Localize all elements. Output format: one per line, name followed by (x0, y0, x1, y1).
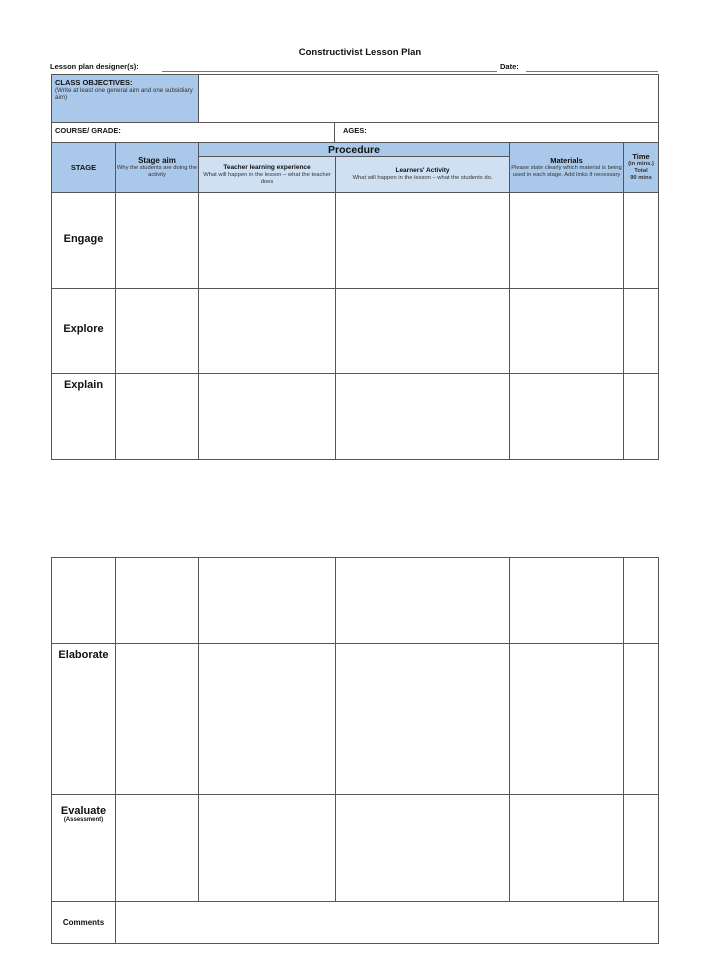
input-cell[interactable] (199, 374, 336, 460)
materials-sub: Please state clearly which material is being used in each stage. Add links if necessary (511, 164, 622, 178)
stage-sub-evaluate: (Assessment) (63, 817, 104, 823)
table-row-evaluate (52, 795, 659, 902)
stage-cell-evaluate (52, 795, 116, 902)
input-cell[interactable] (510, 644, 624, 795)
date-field[interactable] (526, 62, 658, 72)
stage-header-label: STAGE (70, 162, 97, 172)
input-cell[interactable] (116, 644, 199, 795)
input-cell[interactable] (510, 558, 624, 644)
header-procedure (199, 143, 510, 157)
procedure-title: Procedure (328, 143, 380, 156)
table-row-elaborate (52, 644, 659, 795)
input-cell[interactable] (510, 795, 624, 902)
course-label: COURSE/ GRADE: (55, 126, 121, 135)
procedure-table-page1 (51, 142, 659, 460)
input-cell[interactable] (116, 374, 199, 460)
input-cell[interactable] (199, 558, 336, 644)
stage-aim-title: Stage aim (138, 155, 176, 165)
header-materials (510, 143, 624, 193)
stage-cell-explain (52, 374, 116, 460)
input-cell[interactable] (116, 558, 199, 644)
header-teacher (199, 157, 336, 193)
time-sub-1: (in mins.) (628, 161, 654, 167)
header-stage-aim (116, 143, 199, 193)
input-cell[interactable] (624, 795, 659, 902)
input-cell[interactable] (199, 193, 336, 289)
objectives-input[interactable] (199, 75, 659, 123)
input-cell[interactable] (510, 289, 624, 374)
table-row-engage (52, 193, 659, 289)
stage-cell-elaborate (52, 644, 116, 795)
stage-label-evaluate: Evaluate (60, 805, 107, 817)
header-learners (336, 157, 510, 193)
input-cell[interactable] (624, 558, 659, 644)
objectives-hint: (Write at least one general aim and one subsidiary aim) (55, 87, 193, 101)
designer-field[interactable] (162, 62, 497, 72)
materials-title: Materials (550, 155, 583, 165)
stage-label-elaborate: Elaborate (58, 649, 109, 661)
learners-title: Learners' Activity (395, 167, 450, 174)
input-cell[interactable] (336, 795, 510, 902)
teacher-title: Teacher learning experience (223, 163, 311, 171)
input-cell[interactable] (624, 374, 659, 460)
comments-label: Comments (62, 918, 105, 927)
document-title: Constructivist Lesson Plan (298, 47, 422, 58)
input-cell[interactable] (510, 193, 624, 289)
input-cell[interactable] (199, 289, 336, 374)
input-cell[interactable] (116, 193, 199, 289)
stage-label-explain: Explain (63, 379, 104, 391)
stage-cell-explore (52, 289, 116, 374)
time-sub-2: Total (634, 168, 648, 174)
stage-aim-sub: Why the students are doing the activity (116, 164, 198, 178)
stage-cell-empty (52, 558, 116, 644)
table-row-explain (52, 374, 659, 460)
ages-cell[interactable] (335, 123, 659, 143)
input-cell[interactable] (116, 289, 199, 374)
stage-cell-engage (52, 193, 116, 289)
stage-label-engage: Engage (63, 233, 104, 245)
input-cell[interactable] (336, 289, 510, 374)
input-cell[interactable] (624, 289, 659, 374)
input-cell[interactable] (510, 374, 624, 460)
header-stage (52, 143, 116, 193)
designer-label: Lesson plan designer(s): (50, 62, 139, 71)
learners-sub: What will happen in the lesson – what the students do. (352, 175, 493, 181)
header-time (624, 143, 659, 193)
ages-label: AGES: (343, 126, 367, 135)
date-label: Date: (500, 62, 519, 71)
input-cell[interactable] (624, 193, 659, 289)
stage-label-explore: Explore (63, 323, 104, 335)
comments-label-cell (52, 902, 116, 944)
input-cell[interactable] (624, 644, 659, 795)
input-cell[interactable] (336, 193, 510, 289)
table-row-comments (52, 902, 659, 944)
time-title: Time (632, 152, 650, 161)
input-cell[interactable] (336, 558, 510, 644)
input-cell[interactable] (336, 644, 510, 795)
objectives-label: CLASS OBJECTIVES: (55, 78, 133, 87)
objectives-table (51, 74, 659, 143)
teacher-sub: What will happen in the lesson – what the teacher does (203, 171, 331, 185)
table-row-continued (52, 558, 659, 644)
procedure-table-page2 (51, 557, 659, 944)
input-cell[interactable] (116, 795, 199, 902)
objectives-label-cell (52, 75, 199, 123)
input-cell[interactable] (336, 374, 510, 460)
table-row-explore (52, 289, 659, 374)
comments-input[interactable] (116, 902, 659, 944)
input-cell[interactable] (199, 644, 336, 795)
time-sub-3: 90 mins (630, 175, 652, 181)
input-cell[interactable] (199, 795, 336, 902)
course-cell[interactable] (52, 123, 335, 143)
